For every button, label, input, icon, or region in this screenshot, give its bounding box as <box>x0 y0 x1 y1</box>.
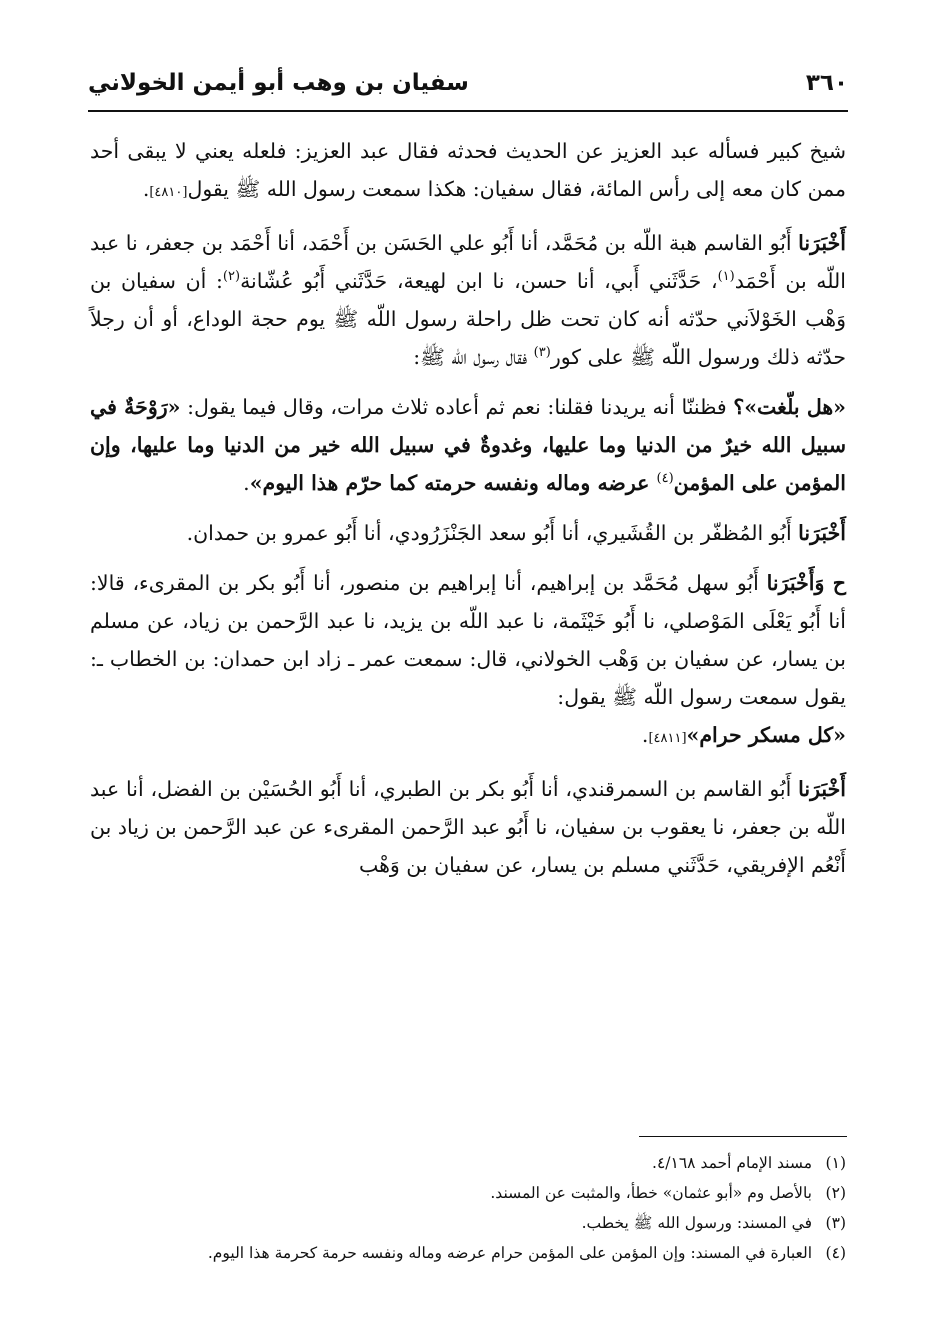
paragraph-text: أَبُو القاسم بن السمرقندي، أنا أَبُو بكر بن الطبري، أنا أَبُو الحُسَيْن بن الفضل، أنا عبد اللّه بن جعفر، نا يعقوب بن سفيان، نا أَبُو عبد الرَّحمن المقرىء عن عبد الرَّحمن بن زياد بن أَنْعُم الإفريقي، حَدَّثَني مسلم بن يسار، عن سفيان بن وَهْب <box>90 777 846 877</box>
hadith-number: [٤٨١٠] <box>149 185 188 200</box>
footnote-number: (٤) <box>825 1244 846 1262</box>
paragraph-text: أَبُو القاسم هبة اللّه بن مُحَمَّد، أنا أَبُو علي الحَسَن بن أَحْمَد، أنا أَحْمَد بن جعفر، نا عبد اللّه بن أَحْمَد <box>90 231 846 293</box>
narration-keyword: أَخْبَرَنا <box>798 521 846 545</box>
main-text <box>90 132 846 896</box>
footnote-text: العبارة في المسند: وإن المؤمن على المؤمن حرام عرضه وماله ونفسه حرمة كحرمة هذا اليوم. <box>207 1244 812 1262</box>
paragraph-6 <box>90 770 846 884</box>
footnote <box>90 1148 846 1178</box>
footnote-divider <box>639 1136 847 1137</box>
paragraph-5 <box>90 564 846 758</box>
paragraph-text: : أن سفيان بن وَهْب الخَوْلاَني حدّثه أنه كان تحت ظل راحلة رسول اللّه ﷺ يوم حجة الوداع، أو أن رجلاً حدّثه ذلك ورسول اللّه ﷺ على كور <box>90 269 846 369</box>
paragraph-text: فقال رسول اللّه ﷺ: <box>413 345 534 369</box>
paragraph-text: أَبُو المُظفّر بن القُشَيري، أنا أَبُو سعد الجَنْزَرُودي، أنا أَبُو عمرو بن حمدان. <box>186 521 799 545</box>
paragraph-text: فظننّا أنه يريدنا فقلنا: نعم ثم أعاده ثلاث مرات، وقال فيما يقول: <box>180 395 734 419</box>
footnote <box>90 1238 846 1268</box>
page-header <box>88 58 848 108</box>
footnote-ref-2: (٢) <box>222 269 241 285</box>
footnote <box>90 1208 846 1238</box>
footnote-text: بالأصل وم «أبو عثمان» خطأ، والمثبت عن المسند. <box>490 1184 812 1202</box>
header-divider <box>88 110 848 112</box>
paragraph-4 <box>90 514 846 552</box>
narration-keyword: أَخْبَرَنا <box>798 777 846 801</box>
footnote-number: (٣) <box>825 1214 846 1232</box>
footnote-number: (١) <box>825 1154 846 1172</box>
footnote-number: (٢) <box>825 1184 846 1202</box>
paragraph-text: أَبُو سهل مُحَمَّد بن إبراهيم، أنا إبراهيم بن منصور، أنا أَبُو بكر بن المقرىء، قالا: أنا أَبُو يَعْلَى المَوْصلي، نا أَبُو خَيْثَمة، نا عبد اللّه بن يزيد، نا عبد الرَّحمن بن زياد، عن مسلم بن يسار، عن سفيان بن وَهْب الخولاني، قال: سمعت عمر ـ زاد ابن حمدان: بن الخطاب ـ: يقول سمعت رسول اللّه ﷺ يقول: <box>90 571 846 709</box>
hadith-quote: «هل بلّغت»؟ <box>733 395 846 419</box>
hadith-number: [٤٨١١] <box>648 731 687 746</box>
footnote-ref-1: (١) <box>717 269 735 285</box>
footnote-text: في المسند: ورسول الله ﷺ يخطب. <box>581 1214 812 1232</box>
hadith-quote: عرضه وماله ونفسه حرمته كما حرّم هذا اليوم» <box>249 471 657 495</box>
narration-keyword: أَخْبَرَنا <box>798 231 846 255</box>
footnote-ref-4: (٤) <box>656 471 674 487</box>
punctuation: . <box>142 177 150 201</box>
paragraph-2 <box>90 224 846 376</box>
narration-keyword: ح وَأَخْبَرَنا <box>766 571 847 595</box>
footnote-ref-3: (٣) <box>533 345 551 361</box>
paragraph-text: ، حَدَّثَني أَبي، أنا حسن، نا ابن لهيعة، حَدَّثَني أَبُو عُشّانة <box>240 269 718 293</box>
running-title: سفيان بن وهب أبو أيمن الخولاني <box>88 70 469 96</box>
footnote-text: مسند الإمام أحمد ٤/١٦٨. <box>652 1154 812 1172</box>
page-number: ٣٦٠ <box>805 70 848 96</box>
hadith-quote: «كل مسكر حرام» <box>686 723 846 747</box>
paragraph-3 <box>90 388 846 502</box>
punctuation: . <box>641 723 649 747</box>
punctuation: . <box>243 471 250 495</box>
paragraph-1 <box>90 132 846 212</box>
footnote <box>90 1178 846 1208</box>
footnotes <box>90 1148 846 1268</box>
paragraph-text: شيخ كبير فسأله عبد العزيز عن الحديث فحدثه فقال عبد العزيز: فلعله يعني لا يبقى أحد ممن كان معه إلى رأس المائة، فقال سفيان: هكذا سمعت رسول الله ﷺ يقول <box>90 139 846 201</box>
hadith-quote: «رَوْحَةٌ في سبيل الله خيرٌ من الدنيا وما عليها، وغدوةٌ في سبيل الله خير من الدنيا وما عليها، وإن المؤمن على المؤمن <box>90 395 846 495</box>
